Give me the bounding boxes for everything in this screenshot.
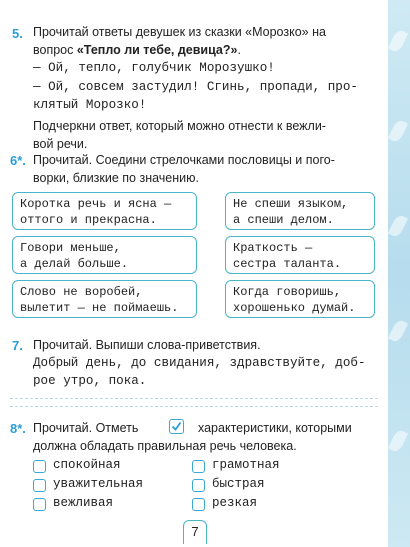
option-label: грамотная: [212, 458, 280, 472]
task7-text: Прочитай. Выпиши слова-приветствия.: [33, 338, 261, 352]
proverb-text: Не спеши языком,: [233, 197, 349, 211]
task8-number: 8*.: [10, 421, 26, 436]
leaf-icon: [388, 428, 408, 453]
task5-answer2-line1: — Ой, совсем застудил! Сгинь, пропади, про-: [33, 80, 358, 94]
proverb-right-3[interactable]: [225, 280, 375, 318]
proverb-text: Краткость —: [233, 241, 313, 255]
proverb-text: сестра таланта.: [233, 257, 342, 271]
option-label: вежливая: [53, 496, 114, 510]
option-label: резкая: [212, 496, 258, 510]
answer-line[interactable]: [10, 398, 378, 399]
task5-number: 5.: [12, 26, 23, 41]
task8-text-line1a: Прочитай. Отметь: [33, 421, 139, 435]
proverb-text: хорошенько думай.: [233, 301, 356, 315]
checkbox-fast[interactable]: [192, 479, 205, 492]
proverb-right-2[interactable]: [225, 236, 375, 274]
proverb-text: Коротка речь и ясна —: [20, 197, 172, 211]
task8-text-line1b: характеристики, которыми: [198, 421, 352, 435]
side-decoration: [388, 0, 410, 547]
task5-question: «Тепло ли тебе, девица?»: [76, 43, 238, 57]
proverb-left-3[interactable]: [12, 280, 197, 318]
checkbox-harsh[interactable]: [192, 498, 205, 511]
leaf-icon: [388, 28, 408, 53]
task8-text-line2: должна обладать правильная речь человека.: [33, 439, 297, 453]
checkbox-calm[interactable]: [33, 460, 46, 473]
checkmark-icon: [169, 419, 184, 434]
checkbox-literate[interactable]: [192, 460, 205, 473]
checkbox-polite[interactable]: [33, 498, 46, 511]
task5-answer2-line2: клятый Морозко!: [33, 98, 147, 112]
proverb-left-2[interactable]: [12, 236, 197, 274]
checkbox-respectful[interactable]: [33, 479, 46, 492]
task5-intro-line1: Прочитай ответы девушек из сказки «Морозко» на: [33, 25, 326, 39]
task7-words-line2: рое утро, пока.: [33, 374, 147, 388]
proverb-text: оттого и прекрасна.: [20, 213, 157, 227]
leaf-icon: [388, 213, 408, 238]
option-label: спокойная: [53, 458, 121, 472]
proverb-text: вылетит — не поймаешь.: [20, 301, 179, 315]
task5-intro-post: .: [237, 43, 241, 57]
task5-intro-line2: [33, 41, 378, 59]
leaf-icon: [388, 118, 408, 143]
leaf-icon: [388, 318, 408, 343]
task6-text-line1: Прочитай. Соедини стрелочками пословицы и пого-: [33, 153, 335, 167]
proverb-text: Говори меньше,: [20, 241, 121, 255]
task6-number: 6*.: [10, 153, 26, 168]
task5-answer1: — Ой, тепло, голубчик Морозушко!: [33, 61, 275, 75]
task5-instruction-line1: Подчеркни ответ, который можно отнести к вежли-: [33, 119, 326, 133]
proverb-left-1[interactable]: [12, 192, 197, 230]
answer-line[interactable]: [10, 406, 378, 407]
proverb-text: Когда говоришь,: [233, 285, 342, 299]
task7-number: 7.: [12, 338, 23, 353]
task5-intro-pre: вопрос: [33, 43, 77, 57]
proverb-text: а делай больше.: [20, 257, 129, 271]
option-label: быстрая: [212, 477, 265, 491]
page-number: 7: [183, 520, 207, 544]
option-label: уважительная: [53, 477, 144, 491]
proverb-right-1[interactable]: [225, 192, 375, 230]
task5-instruction-line2: вой речи.: [33, 137, 88, 151]
proverb-text: Слово не воробей,: [20, 285, 143, 299]
proverb-text: а спеши делом.: [233, 213, 334, 227]
task6-text-line2: ворки, близкие по значению.: [33, 171, 199, 185]
task7-words-line1: Добрый день, до свидания, здравствуйте, доб-: [33, 356, 366, 370]
